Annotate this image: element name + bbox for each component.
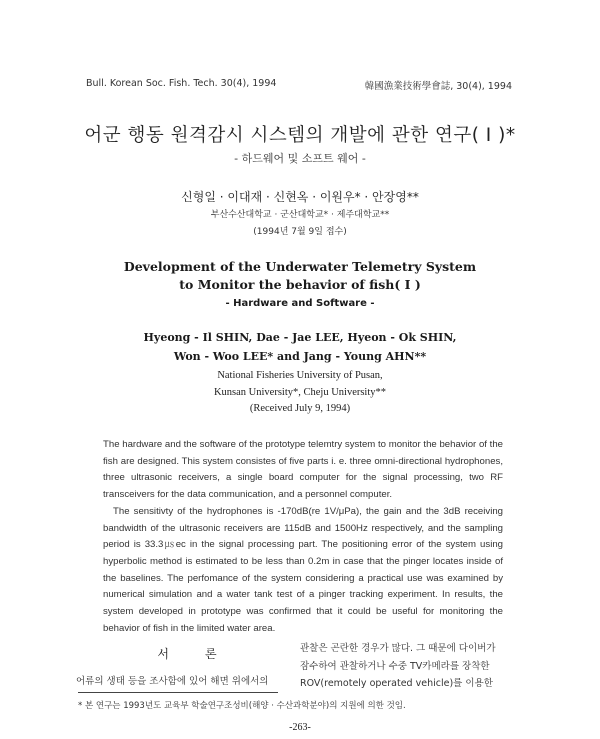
abstract (103, 437, 503, 637)
english-subtitle: - Hardware and Software - (225, 298, 375, 309)
left-column-text: 어류의 생태 등을 조사함에 있어 해면 위에서의 (76, 676, 269, 687)
right-column-text (300, 640, 518, 693)
korean-affiliation: 부산수산대학교 · 군산대학교* · 제주대학교** (210, 210, 390, 220)
korean-title: 어군 행동 원격감시 시스템의 개발에 관한 연구( I )* (84, 125, 516, 146)
footnote-rule (78, 692, 278, 693)
korean-authors: 신형일 · 이대재 · 신현옥 · 이원우* · 안장영** (181, 190, 419, 204)
english-authors-line2: Won - Woo LEE* and Jang - Young AHN** (173, 350, 427, 363)
running-head-left: Bull. Korean Soc. Fish. Tech. 30(4), 1994 (86, 78, 277, 89)
english-affiliation-line2: Kunsan University*, Cheju University** (213, 387, 387, 398)
english-affiliation-line1: National Fisheries University of Pusan, (217, 370, 383, 381)
english-title-line2: to Monitor the behavior of fish( I ) (179, 277, 421, 292)
abstract-paragraph-1: The hardware and the software of the prototype telemtry system to monitor the behavior of the fish are designed. This system consistes of five parts i. e. three omni-directional hydrophones, three ultrasonic receivers, a single board computer for the signal processing, two RF transceivers for the data communication, and a personnel computer. (103, 439, 503, 501)
english-authors-line1: Hyeong - Il SHIN, Dae - Jae LEE, Hyeon - Ok SHIN, (143, 331, 457, 344)
english-title-line1: Development of the Underwater Telemetry System (123, 259, 477, 274)
footnote: * 본 연구는 1993년도 교육부 학술연구조성비(해양 · 수산과학분야)의 지원에 의한 것임. (78, 701, 406, 711)
abstract-paragraph-2: The sensitivty of the hydrophones is -170dB(re 1V/μPa), the gain and the 3dB receiving bandwidth of the ultrasonic receivers are 115dB and 1500Hz respectively, and the sampling period is 33.3㎲ec in the signal processing part. The positioning error of the system using hyperbolic method is estimated to be less than 0.2m in case that the pinger locates inside of the baselines. The perfomance of the system considering a practical use was examined by numerical simulation and a water tank test of a pinger tracking experiment. In results, the system developed in prototype was confirmed that it could be useful for monitoring the behavior of fish in the limited water area. (103, 505, 503, 634)
english-received-date: (Received July 9, 1994) (249, 403, 351, 414)
korean-subtitle: - 하드웨어 및 소프트 웨어 - (234, 152, 366, 165)
right-column-line: ROV(remotely operated vehicle)를 이용한 (300, 678, 493, 689)
running-head-right: 韓國漁業技術學會誌, 30(4), 1994 (364, 81, 512, 92)
right-column-line: 관찰은 곤란한 경우가 많다. 그 때문에 다이버가 (300, 643, 496, 654)
right-column-line: 잠수하여 관찰하거나 수중 TV카메라를 장착한 (300, 660, 490, 672)
section-heading-introduction: 서론 (157, 647, 253, 661)
page-number: -263- (289, 722, 311, 733)
korean-received-date: (1994년 7월 9일 접수) (253, 227, 347, 237)
